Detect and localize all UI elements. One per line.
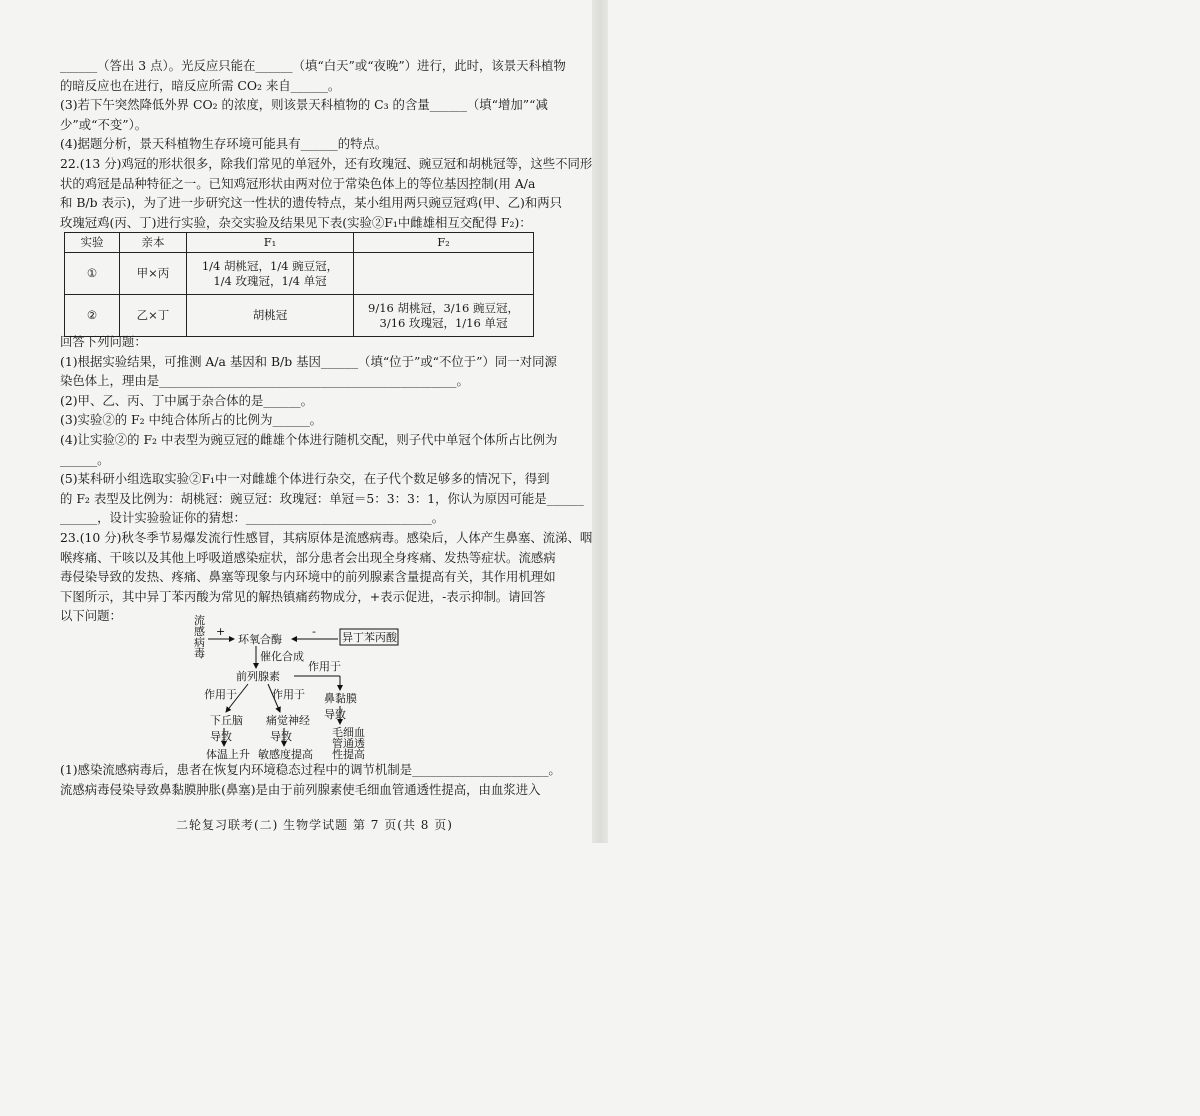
table-header: 亲本	[120, 233, 187, 253]
diagram-pain-nerve-label: 痛觉神经	[266, 714, 310, 727]
text-line: 少”或“不变”）。	[60, 116, 148, 132]
table-cell	[354, 253, 534, 295]
table-cell-line: 1/4 胡桃冠，1/4 豌豆冠，	[201, 258, 339, 273]
table-cell-line: 3/16 玫瑰冠，1/16 单冠	[379, 315, 508, 330]
page-footer: 二轮复习联考(二) 生物学试题 第 7 页(共 8 页)	[176, 818, 453, 832]
text-line: 22.(13 分)鸡冠的形状很多，除我们常见的单冠外，还有玫瑰冠、豌豆冠和胡桃冠等，这些不同形	[60, 156, 593, 171]
text-line: (1)感染流感病毒后，患者在恢复内环境稳态过程中的调节机制是______________________。	[60, 762, 561, 777]
table-header: F₂	[354, 233, 534, 253]
text-line: 的暗反应也在进行，暗反应所需 CO₂ 来自______。	[60, 77, 341, 93]
text-line: (4)让实验②的 F₂ 中表型为豌豆冠的雌雄个体进行随机交配，则子代中单冠个体所占比例为	[60, 432, 558, 447]
text-line: (1)根据实验结果，可推测 A/a 基因和 B/b 基因______（填“位于”或“不位于”）同一对同源	[60, 353, 557, 369]
cross-experiment-table	[64, 232, 534, 337]
diagram-acts-on-label: 作用于	[204, 688, 237, 701]
table-cell	[187, 295, 354, 337]
table-cell	[187, 253, 354, 295]
diagram-leads-to-label: 导致	[324, 708, 346, 721]
diagram-capillary-label: 毛细血管通透性提高	[332, 726, 365, 761]
diagram-plus-sign: +	[216, 625, 226, 638]
diagram-leads-to-label: 导致	[270, 730, 292, 743]
table-header: 实验	[65, 233, 120, 253]
table-cell: 甲×丙	[120, 253, 187, 295]
diagram-temp-rise-label: 体温上升	[206, 748, 250, 761]
text-line: 以下问题：	[60, 608, 122, 624]
diagram-catalyze-label: 催化合成	[260, 650, 304, 663]
diagram-minus-sign: -	[312, 625, 316, 638]
text-line: 毒侵染导致的发热、疼痛、鼻塞等现象与内环境中的前列腺素含量提高有关，其作用机理如	[60, 569, 556, 585]
diagram-virus-label: 流感病毒	[194, 614, 205, 660]
text-line: ______，设计实验验证你的猜想：______________________________。	[60, 510, 445, 526]
text-line: (4)据题分析，景天科植物生存环境可能具有______的特点。	[60, 136, 388, 152]
page-8	[600, 0, 1200, 843]
text-line: 和 B/b 表示)，为了进一步研究这一性状的遗传特点，某小组用两只豌豆冠鸡(甲、乙)和两只	[60, 195, 563, 211]
table-cell-line: 9/16 胡桃冠，3/16 豌豆冠，	[368, 300, 519, 315]
table-header-row	[65, 233, 534, 253]
text-line: (5)某科研小组选取实验②F₁中一对雌雄个体进行杂交，在子代个数足够多的情况下，得到	[60, 471, 550, 487]
diagram-hypothalamus-label: 下丘脑	[210, 714, 243, 727]
text-line: 23.(10 分)秋冬季节易爆发流行性感冒，其病原体是流感病毒。感染后，人体产生鼻塞、流涕、咽	[60, 530, 593, 545]
table-row	[65, 295, 534, 337]
diagram-enzyme-label: 环氧合酶	[238, 633, 282, 646]
text-line: 状的鸡冠是品种特征之一。已知鸡冠形状由两对位于常染色体上的等位基因控制(用 A/a	[60, 175, 536, 191]
text-line: 的 F₂ 表型及比例为：胡桃冠：豌豆冠：玫瑰冠：单冠＝5：3：3：1，你认为原因可能是______	[60, 490, 584, 506]
diagram-acts-on-label: 作用于	[308, 660, 341, 673]
text-line: (3)实验②的 F₂ 中纯合体所占的比例为______。	[60, 412, 323, 428]
table-row	[65, 253, 534, 295]
diagram-acts-on-label: 作用于	[272, 688, 305, 701]
diagram-nasal-label: 鼻黏膜	[324, 692, 357, 705]
table-cell: 乙×丁	[120, 295, 187, 337]
text-line: (2)甲、乙、丙、丁中属于杂合体的是______。	[60, 392, 313, 408]
diagram-prostaglandin-label: 前列腺素	[236, 670, 280, 683]
text-line: ______。	[60, 451, 110, 467]
prostaglandin-mechanism-diagram	[190, 612, 420, 762]
text-line: 玫瑰冠鸡(丙、丁)进行实验，杂交实验及结果见下表(实验②F₁中雌雄相互交配得 F₂)：	[60, 214, 532, 230]
table-cell-line: 胡桃冠	[252, 308, 288, 322]
diagram-drug-label: 异丁苯丙酸	[342, 631, 397, 644]
text-line: 回答下列问题：	[60, 334, 147, 349]
text-line: ______（答出 3 点）。光反应只能在______（填“白天”或“夜晚”）进行，此时，该景天科植物	[60, 58, 566, 73]
text-line: 流感病毒侵染导致鼻黏膜肿胀(鼻塞)是由于前列腺素使毛细血管通透性提高，由血浆进入	[60, 781, 541, 797]
text-line: (3)若下午突然降低外界 CO₂ 的浓度，则该景天科植物的 C₃ 的含量______（填“增加”“减	[60, 97, 548, 113]
table-cell	[354, 295, 534, 337]
table-header: F₁	[187, 233, 354, 253]
table-cell: ①	[65, 253, 120, 295]
text-line: 下图所示，其中异丁苯丙酸为常见的解热镇痛药物成分，+表示促进，-表示抑制。请回答	[60, 588, 546, 604]
table-cell: ②	[65, 295, 120, 337]
text-line: 染色体上，理由是________________________________________________。	[60, 373, 469, 389]
page-7	[0, 0, 600, 843]
diagram-leads-to-label: 导致	[210, 730, 232, 743]
diagram-sensitivity-label: 敏感度提高	[258, 748, 313, 761]
table-cell-line: 1/4 玫瑰冠，1/4 单冠	[213, 273, 327, 288]
text-line: 喉疼痛、干咳以及其他上呼吸道感染症状，部分患者会出现全身疼痛、发热等症状。流感病	[60, 549, 556, 565]
